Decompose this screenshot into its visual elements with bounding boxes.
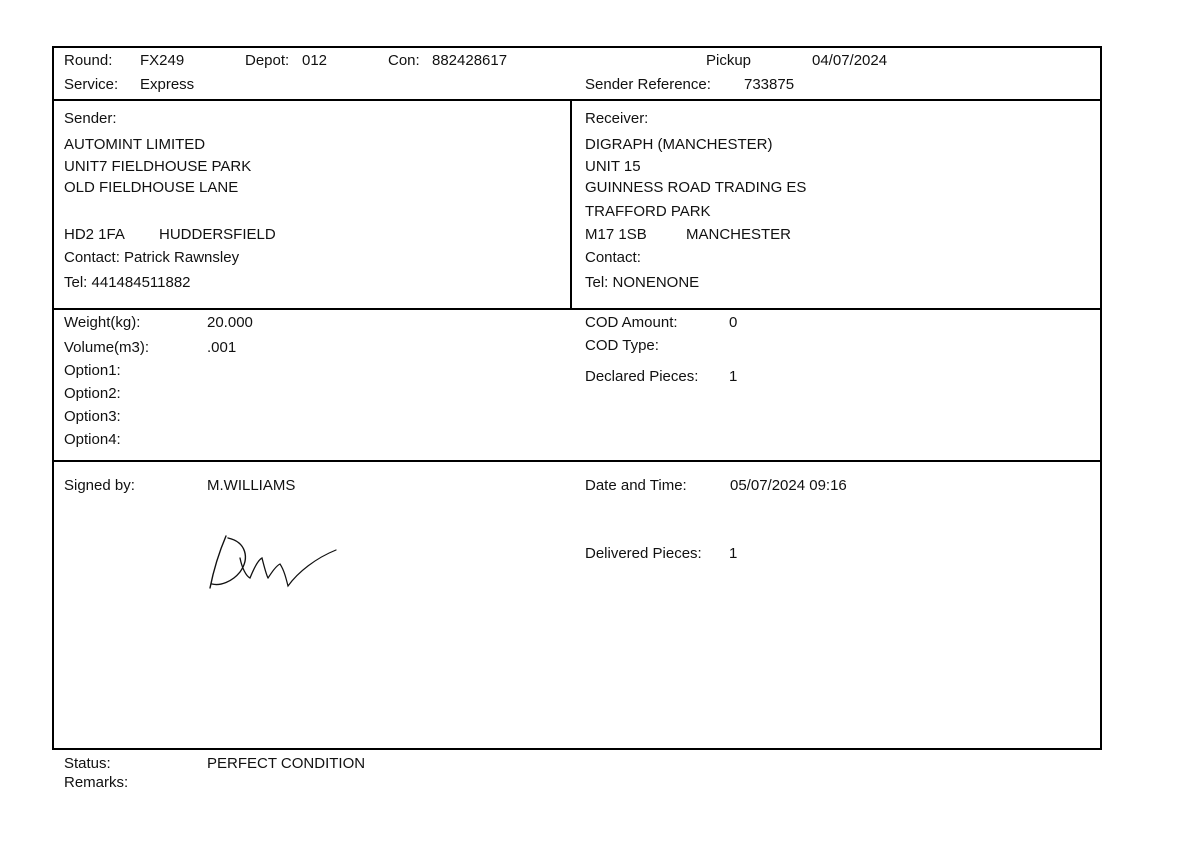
sender-postcode: HD2 1FA (64, 226, 125, 243)
depot-label: Depot: (245, 52, 290, 69)
divider-header (52, 99, 1102, 101)
sender-title: Sender: (64, 110, 117, 127)
receiver-address-2: GUINNESS ROAD TRADING ES (585, 179, 807, 196)
volume-label: Volume(m3): (64, 339, 150, 356)
datetime-value: 05/07/2024 09:16 (730, 477, 847, 494)
receiver-title: Receiver: (585, 110, 649, 127)
service-value: Express (140, 76, 195, 93)
sender-contact: Contact: Patrick Rawnsley (64, 249, 240, 266)
cod-type-label: COD Type: (585, 337, 659, 354)
con-value: 882428617 (432, 52, 508, 69)
option1-label: Option1: (64, 362, 121, 379)
receiver-address-1: UNIT 15 (585, 158, 641, 175)
round-label: Round: (64, 52, 113, 69)
sender-name: AUTOMINT LIMITED (64, 136, 206, 153)
delivered-pieces-label: Delivered Pieces: (585, 545, 702, 562)
option4-label: Option4: (64, 431, 121, 448)
sender-city: HUDDERSFIELD (159, 226, 276, 243)
cod-amount-value: 0 (729, 314, 738, 331)
receiver-postcode: M17 1SB (585, 226, 647, 243)
cod-amount-label: COD Amount: (585, 314, 678, 331)
sender-reference-value: 733875 (744, 76, 795, 93)
receiver-tel: Tel: NONENONE (585, 274, 700, 291)
document-frame (52, 46, 1102, 750)
divider-address (52, 308, 1102, 310)
delivered-pieces-value: 1 (729, 545, 738, 562)
weight-value: 20.000 (207, 314, 253, 331)
weight-label: Weight(kg): (64, 314, 141, 331)
option2-label: Option2: (64, 385, 121, 402)
receiver-city: MANCHESTER (686, 226, 792, 243)
volume-value: .001 (207, 339, 237, 356)
sender-address-2: OLD FIELDHOUSE LANE (64, 179, 239, 196)
declared-pieces-label: Declared Pieces: (585, 368, 699, 385)
signed-by-value: M.WILLIAMS (207, 477, 296, 494)
signed-by-label: Signed by: (64, 477, 135, 494)
sender-address-1: UNIT7 FIELDHOUSE PARK (64, 158, 252, 175)
signature-image (206, 528, 346, 598)
pickup-date: 04/07/2024 (812, 52, 888, 69)
depot-value: 012 (302, 52, 328, 69)
divider-details (52, 460, 1102, 462)
pickup-label: Pickup (706, 52, 752, 69)
status-label: Status: (64, 755, 111, 772)
option3-label: Option3: (64, 408, 121, 425)
status-value: PERFECT CONDITION (207, 755, 366, 772)
sender-tel: Tel: 441484511882 (64, 274, 191, 291)
round-value: FX249 (140, 52, 185, 69)
datetime-label: Date and Time: (585, 477, 687, 494)
divider-sender-receiver (570, 99, 572, 309)
receiver-contact: Contact: (585, 249, 641, 266)
receiver-name: DIGRAPH (MANCHESTER) (585, 136, 773, 153)
sender-reference-label: Sender Reference: (585, 76, 711, 93)
con-label: Con: (388, 52, 420, 69)
declared-pieces-value: 1 (729, 368, 738, 385)
service-label: Service: (64, 76, 119, 93)
receiver-address-3: TRAFFORD PARK (585, 203, 711, 220)
remarks-label: Remarks: (64, 774, 129, 791)
